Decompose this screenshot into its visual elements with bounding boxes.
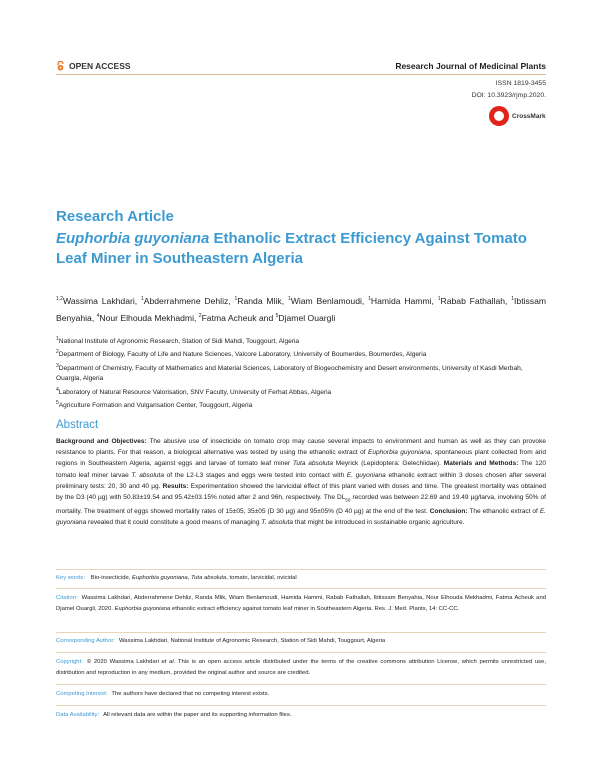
competing-interest [56,689,546,700]
author-sup: 1 [287,296,291,302]
keywords-text: , tomato, larvicidal, ovicidal [226,575,297,581]
author-name[interactable]: Abderrahmene Dehliz [143,295,229,306]
abstract-subscript: 50 [345,497,351,503]
corresponding-text: Wassima Lakhdari, National Institute of Agronomic Research, Station of Sidi Mahdi, Touggourt, Algeria [118,638,386,644]
citation-text: Wassima Lakhdari, Abderrahmene Dehliz, Randa Mlik, Wiam Benlamoudi, Hamida Hammi, Rabab Fathallah, Ibtissam Benyahia, Nour Elhouda Mekhadmi, Fatma Acheuk and Djamel Ouargli, 2020. [56,595,546,612]
author-sup: 1 [437,296,441,302]
copyright [56,657,546,678]
divider [56,705,546,706]
availability-label: Data Availability: [56,712,100,718]
keywords-italic: Tuta absoluta [191,575,227,581]
abstract-text: recorded was between 22.69 and 19.49 µg/larva, involving 50% of mortality. The treatment of eggs showed mortality rates of 15±05, 35±05 (D 30 µg) and 95±05% (D 40 µg) at the end of the test. [56,494,546,515]
author-name[interactable]: Wiam Benlamoudi [290,295,362,306]
author-sup: 5 [275,312,279,319]
author-name[interactable]: Djamel Ouargli [278,312,336,323]
methods-label: Materials and Methods: [443,460,519,468]
abstract-text: The ethanolic extract of [467,507,540,515]
corresponding-author [56,636,546,647]
keywords-italic: Euphorbia guyoniana [132,575,188,581]
author-name[interactable]: Fatma Acheuk [201,312,257,323]
abstract-italic: Euphorbia guyoniana [368,449,431,457]
abstract-text: , spontaneous plant collected from arid regions in Southeastern Algeria, against eggs and larvae of tomato leaf miner [56,449,546,468]
open-lock-icon [56,61,65,71]
abstract-italic: T. absoluta [131,471,164,479]
citation-italic: Euphorbia guyoniana [114,605,171,612]
affiliation-sup: 1 [56,336,59,342]
affiliation-text: National Institute of Agronomic Research, Station of Sidi Mahdi, Touggourt, Algeria [58,338,300,346]
author-sup: 1 [140,296,144,302]
author-sup: 1 [511,296,515,302]
doi[interactable]: DOI: 10.3923/rjmp.2020. [471,92,546,99]
background-label: Background and Objectives: [56,438,147,445]
author-name[interactable]: Hamida Hammi [370,295,432,306]
data-availability [56,710,546,721]
affiliation-text: Agriculture Formation and Vulgarisation Center, Touggourt, Algeria [58,402,253,410]
copyright-label: Copyright: [56,659,83,665]
issn: ISSN 1819-3455 [495,80,546,87]
abstract-heading: Abstract [56,419,99,431]
competing-text: The authors have declared that no competing interest exists. [111,691,270,697]
citation [56,593,546,614]
article-type: Research Article [56,208,174,225]
citation-text: ethanolic extract efficiency against tomato leaf miner in Southeastern Algeria. Res. J. Med. Plants, 14: CC-CC. [170,605,460,612]
affiliation-item [56,398,546,411]
affiliation-list [56,334,546,412]
crossmark-badge[interactable] [489,106,546,126]
abstract-text: Meyrick (Lepidoptera: Gelechiidae). [333,460,444,468]
author-list: $^{1,2}$Wassima Lakhdari, $^1$Abderrahmene Dehliz, $^1$Randa Mlik, $^1$Wiam Benlamoudi, $^1$Hamida Hammi, $^1$Rabab Fathallah, $^1$Ibtissam Benyahia, $^4$Nour Elhouda Mekhadmi, $^2$Fatma Acheuk and $^5$Djamel Ouargli [56,295,547,323]
abstract-italic: E. guyoniana [346,471,386,479]
article-title [56,229,556,269]
affiliation-item [56,334,546,347]
author-sup: 2 [198,312,202,319]
copyright-text: © 2020 Wassima Lakhdari [86,659,162,665]
author-sup: 1,2 [56,296,63,302]
abstract-text: The abusive use of insecticide on tomato crop may cause several impacts to environment and human as well as they can provoke resistance to plants. For that reason, a biological alternative was tested by using the ethanolic extract of [56,438,546,457]
keywords [56,573,546,584]
crossmark-icon [489,106,509,126]
open-access-label: OPEN ACCESS [69,61,131,71]
competing-label: Competing Interest: [56,691,108,697]
conclusion-label: Conclusion: [429,507,468,515]
abstract-text: The 120 tomato leaf miner larvae [56,460,546,479]
journal-name[interactable]: Research Journal of Medicinal Plants [395,61,546,71]
abstract-italic: Tuta absoluta [292,460,334,468]
author-name[interactable]: Randa Mlik [237,295,282,306]
keywords-label: Key words: [56,575,86,581]
title-line1: Ethanolic Extract Efficiency Against Tomato [209,230,527,247]
keywords-text: , [187,575,191,581]
title-species: Euphorbia guyoniana [56,230,210,247]
availability-text: All relevant data are within the paper and its supporting information files. [103,712,292,718]
abstract-text: of the L2-L3 stages and eggs were tested into contact with [163,471,347,479]
abstract-body [56,436,546,528]
header-divider [56,74,546,75]
abstract-italic: T. absoluta [261,518,294,526]
affiliation-item [56,385,546,398]
divider [56,588,546,589]
keywords-text: Bio-insecticide, [89,575,133,581]
abstract-italic: E. guyoniana [56,507,546,526]
author-sup: 1 [368,296,371,302]
author-sup: 1 [234,296,238,302]
divider [56,569,546,570]
affiliation-sup: 4 [56,386,59,393]
title-line2: Leaf Miner in Southeastern Algeria [56,250,303,267]
affiliation-text: Department of Chemistry, Faculty of Mathematics and Material Sciences, Laboratory of Biogeochemistry and Desert environments, University of Kasdi Merbah, Ouargla, Algeria [56,365,523,383]
abstract-text: revealed that it could constitute a good means of managing [86,518,262,526]
divider [56,632,546,633]
abstract-text: Experimentation showed the larvicidal effect of this plant varied with doses and time. The greatest mortality was obtained by the D3 (40 µg) with 50.83±19.54 and 95.42±03.15% noted after 2 and 96h, respectively. The DL [56,482,546,502]
corresponding-label: Corresponding Author: [56,638,115,644]
copyright-text: This is an open access article distributed under the terms of the creative commons attribution License, which permits unrestricted use, distribution and reproduction in any medium, provided the original author and source are credited. [56,659,546,676]
citation-label: Citation: [56,595,78,601]
abstract-text: that might be introduced in sustainable organic agriculture. [293,518,465,526]
affiliation-sup: 3 [56,362,59,369]
author-sup: 4 [96,312,100,319]
author-name[interactable]: Rabab Fathallah [440,295,506,306]
copyright-italic: et al. [161,659,176,665]
results-label: Results: [162,482,189,490]
author-name[interactable]: Ibtissam Benyahia [56,295,547,323]
open-access-badge [56,61,131,71]
affiliation-text: Laboratory of Natural Resource Valorisation, SNV Faculty, University of Ferhat Abbas, Algeria [58,388,332,396]
author-name[interactable]: Nour Elhouda Mekhadmi [99,312,194,323]
affiliation-text: Department of Biology, Faculty of Life and Nature Sciences, Valcore Laboratory, University of Boumerdes, Boumerdes, Algeria [58,351,427,359]
affiliation-sup: 2 [56,349,59,356]
affiliation-item [56,347,546,360]
author-name[interactable]: Wassima Lakhdari [62,295,135,306]
divider [56,652,546,653]
affiliation-item [56,361,546,385]
abstract-text: ethanolic extract within 3 doses chosen after several preliminary tests: 20, 30 and 40 µg. [56,471,546,490]
divider [56,684,546,685]
crossmark-label: CrossMark [512,112,546,120]
affiliation-sup: 5 [56,400,59,407]
